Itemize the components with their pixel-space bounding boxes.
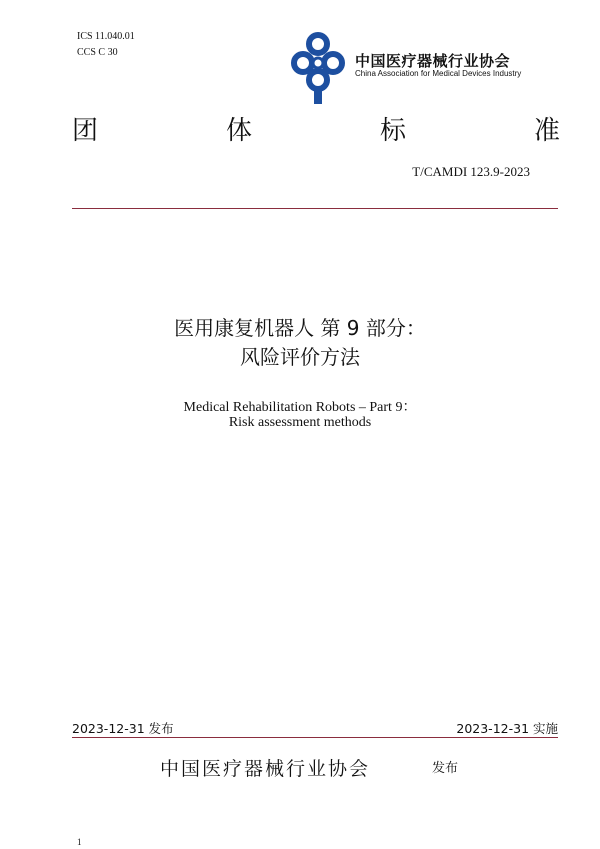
publisher-name: 中国医疗器械行业协会 — [160, 758, 371, 780]
camdi-logo-icon — [283, 30, 353, 106]
title-en-line1: Medical Rehabilitation Robots – Part 9： — [183, 400, 417, 415]
standard-type-char: 标 — [379, 116, 406, 146]
ccs-code: CCS C 30 — [77, 47, 118, 58]
title-en-line2: Risk assessment methods — [228, 415, 372, 430]
publish-date: 2023-12-31 发布 — [72, 721, 174, 736]
org-name-en: China Association for Medical Devices Industry — [355, 69, 522, 78]
standard-type-char: 体 — [225, 116, 252, 146]
title-cn-line2: 风险评价方法 — [240, 345, 360, 369]
standard-type-char: 团 — [72, 116, 99, 146]
top-divider — [72, 208, 558, 209]
standard-number: T/CAMDI 123.9-2023 — [412, 164, 530, 179]
implement-date: 2023-12-31 实施 — [456, 721, 558, 736]
page-number: 1 — [77, 837, 82, 847]
org-name-cn: 中国医疗器械行业协会 — [355, 52, 511, 70]
bottom-divider — [72, 737, 558, 738]
title-cn-line1: 医用康复机器人 第 9 部分： — [174, 316, 426, 340]
ics-code: ICS 11.040.01 — [77, 31, 135, 42]
publish-word: 发布 — [432, 761, 459, 776]
standard-type — [72, 110, 560, 147]
standard-type-char: 准 — [533, 116, 560, 146]
